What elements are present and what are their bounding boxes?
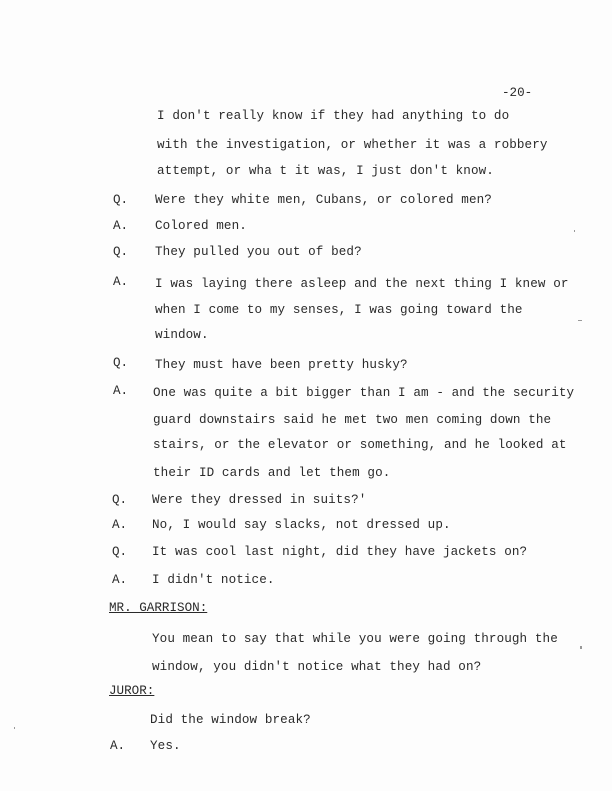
- transcript-line: window, you didn't notice what they had on?: [152, 660, 482, 674]
- question-label: Q.: [113, 193, 129, 207]
- transcript-line: their ID cards and let them go.: [153, 466, 391, 480]
- transcript-line: guard downstairs said he met two men coming down the: [153, 413, 552, 427]
- answer-label: A.: [113, 219, 129, 233]
- transcript-line: with the investigation, or whether it was a robbery: [157, 138, 548, 152]
- speaker-label-garrison: MR. GARRISON:: [109, 601, 208, 615]
- speaker-label-juror: JUROR:: [109, 684, 155, 698]
- transcript-line: It was cool last night, did they have jackets on?: [152, 545, 528, 559]
- transcript-line: Yes.: [150, 739, 181, 753]
- transcript-line: Colored men.: [155, 219, 247, 233]
- transcript-line: I don't really know if they had anything to do: [157, 109, 510, 123]
- transcript-line: attempt, or wha t it was, I just don't know.: [157, 164, 494, 178]
- answer-label: A.: [112, 518, 128, 532]
- scan-speck: [578, 320, 582, 321]
- transcript-line: Were they white men, Cubans, or colored men?: [155, 193, 492, 207]
- answer-label: A.: [112, 573, 128, 587]
- transcript-line: I was laying there asleep and the next thing I knew or: [155, 277, 569, 291]
- answer-label: A.: [110, 739, 126, 753]
- transcript-line: Were they dressed in suits?': [152, 493, 367, 507]
- transcript-line: You mean to say that while you were going through the: [152, 632, 558, 646]
- transcript-line: stairs, or the elevator or something, and he looked at: [153, 438, 567, 452]
- transcript-line: They must have been pretty husky?: [155, 358, 408, 372]
- question-label: Q.: [113, 245, 129, 259]
- answer-label: A.: [113, 384, 129, 398]
- transcript-line: I didn't notice.: [152, 573, 275, 587]
- transcript-line: when I come to my senses, I was going toward the: [155, 303, 523, 317]
- page-number: -20-: [502, 86, 533, 100]
- scan-speck: [580, 646, 582, 649]
- transcript-line: Did the window break?: [150, 713, 311, 727]
- transcript-line: window.: [155, 328, 209, 342]
- question-label: Q.: [112, 545, 128, 559]
- transcript-line: No, I would say slacks, not dressed up.: [152, 518, 451, 532]
- scan-speck: [574, 230, 575, 232]
- question-label: Q.: [112, 493, 128, 507]
- transcript-line: One was quite a bit bigger than I am - and the security: [153, 386, 575, 400]
- transcript-line: They pulled you out of bed?: [155, 245, 362, 259]
- answer-label: A.: [113, 275, 129, 289]
- question-label: Q.: [113, 356, 129, 370]
- scan-speck: [14, 727, 15, 729]
